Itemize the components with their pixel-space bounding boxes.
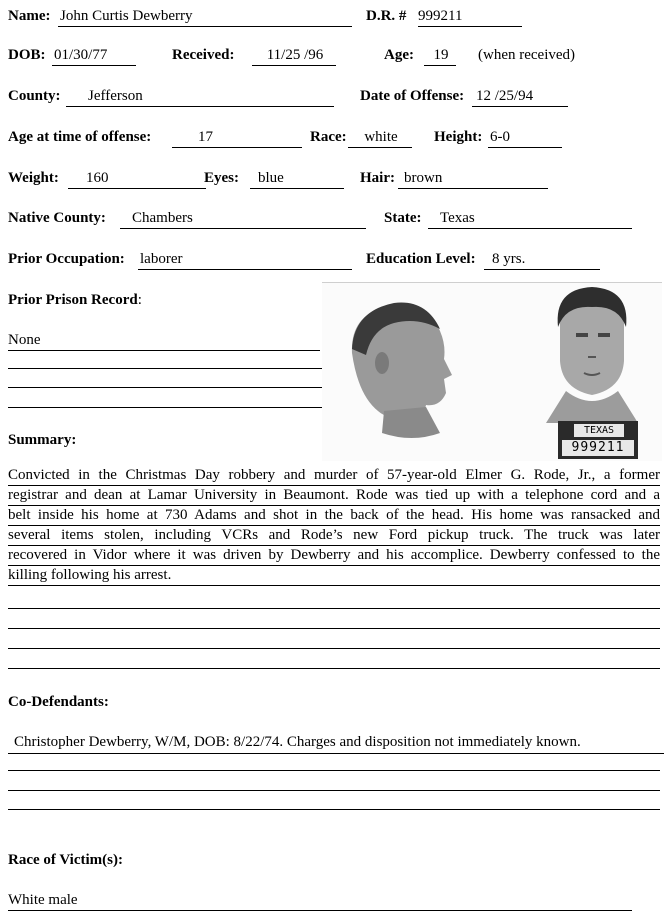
prior-occupation-value: laborer — [138, 251, 352, 270]
summary-line: recovered in Vidor where it was driven by Dewberry and his accomplice. Dewberry confessed to the — [8, 546, 660, 566]
age-at-offense-label: Age at time of offense: — [8, 129, 152, 145]
received-value: 11/25 /96 — [252, 47, 336, 66]
education-level-label: Education Level: — [366, 251, 476, 267]
blank-line — [8, 608, 660, 609]
weight-label: Weight: — [8, 170, 59, 186]
dob-row — [0, 47, 670, 71]
weight-value: 160 — [68, 170, 206, 189]
prior-occupation-label: Prior Occupation: — [8, 251, 125, 267]
blank-line — [8, 368, 322, 369]
blank-line — [8, 790, 660, 791]
height-label: Height: — [434, 129, 483, 145]
mugshot-photo — [322, 282, 662, 461]
placard-state: TEXAS — [583, 425, 615, 436]
dr-label: D.R. # — [366, 8, 407, 24]
codefendants-label: Co-Defendants: — [8, 694, 109, 710]
dr-value: 999211 — [418, 8, 522, 27]
eyes-label: Eyes: — [204, 170, 239, 186]
victim-race-value: White male — [8, 892, 632, 911]
prior-record-label: Prior Prison Record: — [8, 292, 142, 308]
height-value: 6-0 — [488, 129, 562, 148]
name-row — [0, 8, 670, 32]
age-label: Age: — [384, 47, 414, 63]
summary-label: Summary: — [8, 432, 77, 448]
date-of-offense-label: Date of Offense: — [360, 88, 465, 104]
blank-line — [8, 407, 322, 408]
race-value: white — [348, 129, 412, 148]
summary-line: registrar and dean at Lamar University in Beaumont. Rode was tied up with a telephone cord and a — [8, 486, 660, 506]
race-label: Race: — [310, 129, 347, 145]
name-value: John Curtis Dewberry — [58, 8, 352, 27]
native-county-value: Chambers — [120, 210, 366, 229]
summary-line: several items stolen, including VCRs and Rode’s new Ford pickup truck. The truck was later — [8, 526, 660, 546]
age-note: (when received) — [478, 47, 576, 63]
dob-value: 01/30/77 — [52, 47, 136, 66]
blank-line — [8, 628, 660, 629]
weight-row — [0, 170, 670, 194]
placard-number: 999211 — [571, 440, 625, 455]
native-county-label: Native County: — [8, 210, 106, 226]
hair-value: brown — [398, 170, 548, 189]
age-value: 19 — [424, 47, 456, 66]
summary-line: Convicted in the Christmas Day robbery and murder of 57-year-old Elmer G. Rode, Jr., a former — [8, 466, 660, 486]
county-row — [0, 88, 670, 112]
dob-label: DOB: — [8, 47, 46, 63]
blank-line — [8, 809, 660, 810]
eyes-value: blue — [250, 170, 344, 189]
county-value: Jefferson — [66, 88, 334, 107]
education-level-value: 8 yrs. — [484, 251, 600, 270]
victim-race-label: Race of Victim(s): — [8, 852, 123, 868]
blank-line — [8, 387, 322, 388]
frontal-view — [546, 287, 638, 423]
blank-line — [8, 668, 660, 669]
hair-label: Hair: — [360, 170, 395, 186]
occupation-row — [0, 251, 670, 275]
age-offense-row — [0, 129, 670, 153]
profile-view — [352, 303, 452, 438]
blank-line — [8, 770, 660, 771]
state-label: State: — [384, 210, 422, 226]
name-label: Name: — [8, 8, 51, 24]
summary-text — [8, 466, 660, 586]
county-label: County: — [8, 88, 61, 104]
date-of-offense-value: 12 /25/94 — [472, 88, 568, 107]
age-at-offense-value: 17 — [172, 129, 302, 148]
summary-line: belt inside his home at 730 Adams and shot in the back of the head. His home was ransacked and — [8, 506, 660, 526]
summary-line: killing following his arrest. — [8, 566, 660, 586]
native-county-row — [0, 210, 670, 234]
state-value: Texas — [428, 210, 632, 229]
prior-record-value: None — [8, 332, 320, 351]
codefendants-value: Christopher Dewberry, W/M, DOB: 8/22/74. Charges and disposition not immediately known. — [8, 734, 664, 754]
received-label: Received: — [172, 47, 235, 63]
blank-line — [8, 648, 660, 649]
